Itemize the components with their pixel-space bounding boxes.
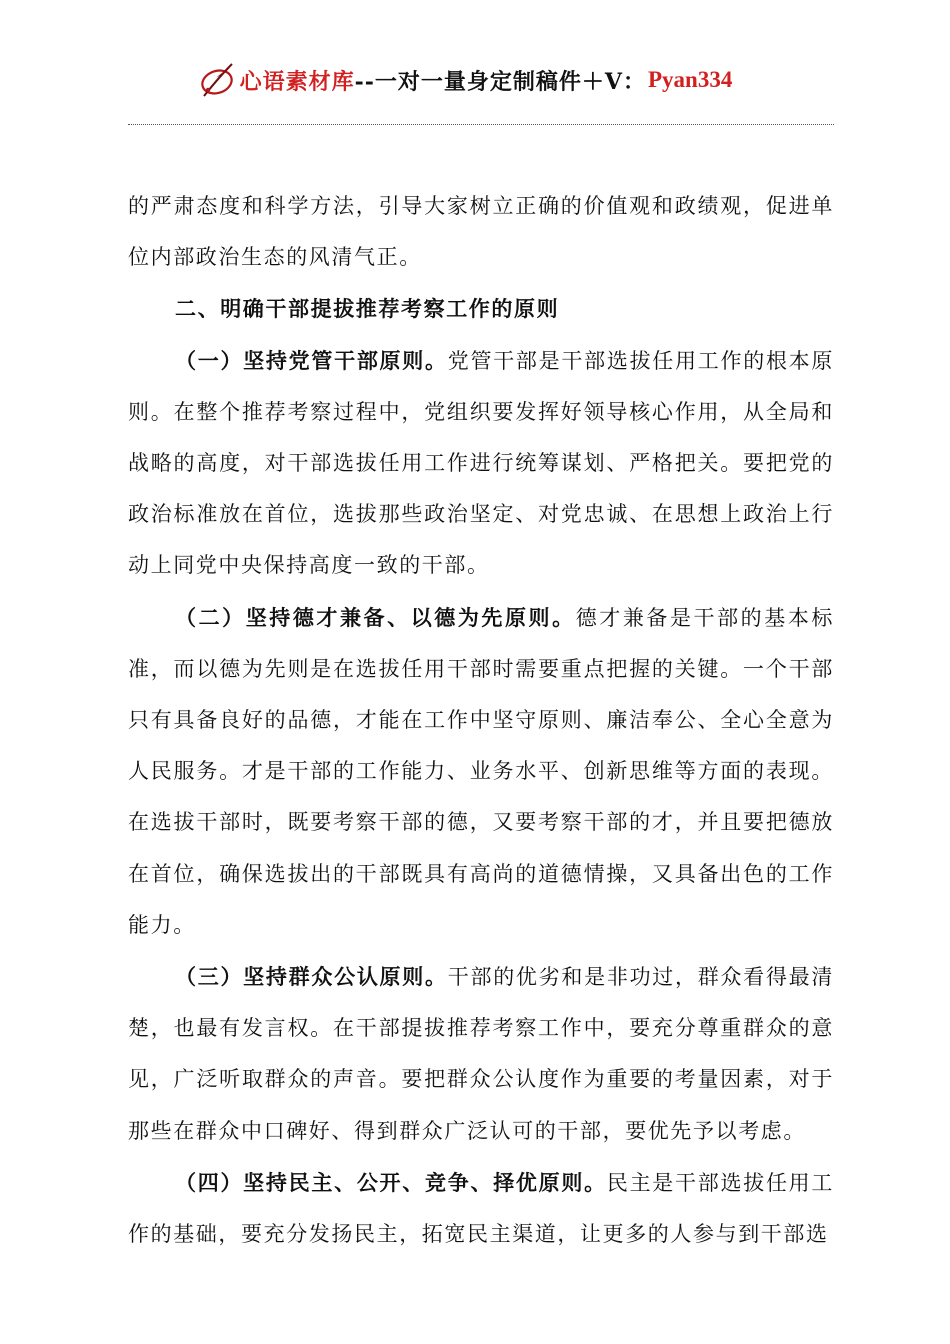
quill-logo-icon xyxy=(198,60,238,100)
contact-id: Pyan334 xyxy=(648,67,733,92)
principle-lead: （二）坚持德才兼备、以德为先原则。 xyxy=(175,604,576,630)
principle-lead: （一）坚持党管干部原则。 xyxy=(175,347,448,373)
header-divider xyxy=(128,124,834,125)
principle-text: 德才兼备是干部的基本标准，而以德为先则是在选拔任用干部时需要重点把握的关键。一个干部只有具备良好的品德，才能在工作中坚守原则、廉洁奉公、全心全意为人民服务。才是干部的工作能力、业务水平、创新思维等方面的表现。在选拔干部时，既要考察干部的德，又要考察干部的才，并且要把德放在首位，确保选拔出的干部既具有高尚的道德情操，又具备出色的工作能力。 xyxy=(128,605,834,937)
continuation-paragraph: 的严肃态度和科学方法，引导大家树立正确的价值观和政绩观，促进单位内部政治生态的风清气正。 xyxy=(128,194,834,270)
principle-paragraph xyxy=(128,335,834,592)
header-tagline: --一对一量身定制稿件＋V： xyxy=(354,68,646,95)
section-heading: 二、明确干部提拔推荐考察工作的原则 xyxy=(175,296,560,322)
principle-text: 民主是干部选拔任用工作的基础，要充分发扬民主，拓宽民主渠道，让更多的人参与到干部选 xyxy=(128,1170,834,1247)
principle-paragraph xyxy=(128,1157,834,1260)
principle-paragraph xyxy=(128,951,834,1157)
page-header xyxy=(0,58,950,102)
principle-paragraph xyxy=(128,592,834,951)
brand-name: 心语素材库 xyxy=(239,69,355,95)
principle-lead: （三）坚持群众公认原则。 xyxy=(175,964,448,990)
principle-lead: （四）坚持民主、公开、竞争、择优原则。 xyxy=(175,1169,607,1195)
principle-text: 党管干部是干部选拔任用工作的根本原则。在整个推荐考察过程中，党组织要发挥好领导核心作用，从全局和战略的高度，对干部选拔任用工作进行统筹谋划、严格把关。要把党的政治标准放在首位，选拔那些政治坚定、对党忠诚、在思想上政治上行动上同党中央保持高度一致的干部。 xyxy=(128,348,835,578)
principle-text: 干部的优劣和是非功过，群众看得最清楚，也最有发言权。在干部提拔推荐考察工作中，要充分尊重群众的意见，广泛听取群众的声音。要把群众公认度作为重要的考量因素，对于那些在群众中口碑好、得到群众广泛认可的干部，要优先予以考虑。 xyxy=(128,965,835,1143)
document-body xyxy=(128,181,834,1260)
